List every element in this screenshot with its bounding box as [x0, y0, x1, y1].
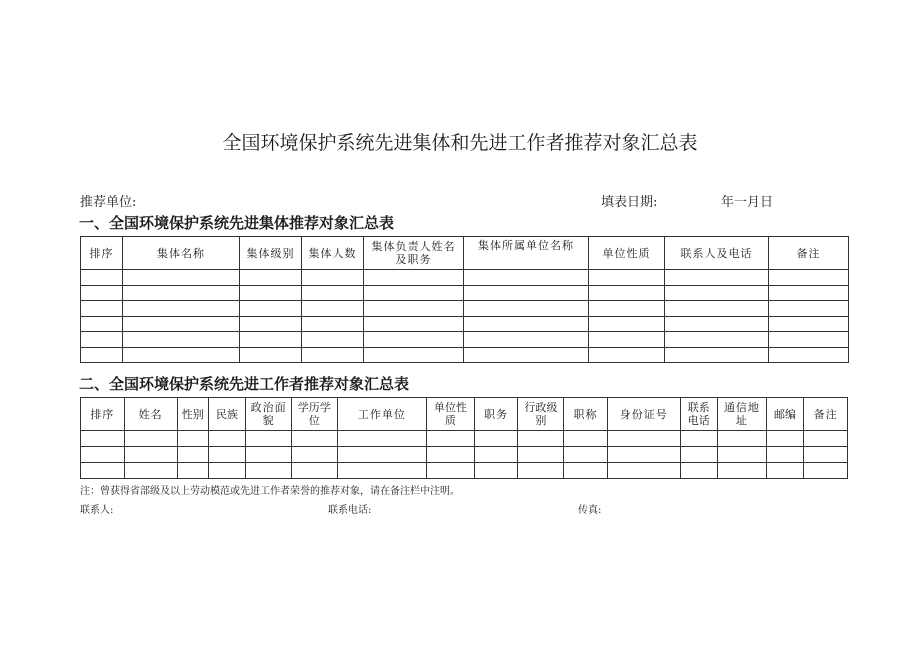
- collective-table-cell[interactable]: [302, 347, 364, 363]
- collective-table-cell[interactable]: [364, 270, 464, 286]
- collective-table-cell[interactable]: [364, 347, 464, 363]
- col-header: 排序: [81, 237, 123, 270]
- collective-table: [80, 236, 849, 363]
- collective-table-cell[interactable]: [302, 285, 364, 301]
- worker-table-cell[interactable]: [804, 463, 848, 479]
- fax-label: 传真:: [578, 505, 602, 516]
- worker-table-cell[interactable]: [680, 463, 717, 479]
- collective-table-row: [81, 285, 849, 301]
- collective-table-cell[interactable]: [464, 270, 589, 286]
- worker-table-cell[interactable]: [337, 447, 426, 463]
- collective-table-cell[interactable]: [81, 347, 123, 363]
- collective-table-cell[interactable]: [665, 332, 769, 348]
- col-header: 集体名称: [123, 237, 240, 270]
- worker-table-cell[interactable]: [246, 447, 292, 463]
- collective-table-cell[interactable]: [302, 270, 364, 286]
- col-header: 民族: [208, 398, 245, 431]
- worker-table-cell[interactable]: [208, 463, 245, 479]
- section1-heading: 一、全国环境保护系统先进集体推荐对象汇总表: [79, 214, 395, 232]
- col-header: 职务: [474, 398, 518, 431]
- contact-person-label: 联系人:: [80, 505, 114, 516]
- collective-table-row: [81, 316, 849, 332]
- worker-table-row: [81, 447, 848, 463]
- collective-table-cell[interactable]: [240, 285, 302, 301]
- collective-table-cell[interactable]: [364, 301, 464, 317]
- worker-table-header: [81, 398, 848, 431]
- col-header: 排序: [81, 398, 125, 431]
- worker-table-cell[interactable]: [81, 431, 125, 447]
- collective-table-cell[interactable]: [240, 316, 302, 332]
- collective-table-cell[interactable]: [464, 316, 589, 332]
- col-header: 行政级别: [518, 398, 564, 431]
- worker-table-cell[interactable]: [717, 463, 766, 479]
- col-header: 学历学位: [291, 398, 337, 431]
- worker-table-cell[interactable]: [804, 431, 848, 447]
- collective-table-cell[interactable]: [302, 332, 364, 348]
- worker-table-cell[interactable]: [208, 447, 245, 463]
- worker-table-cell[interactable]: [766, 447, 803, 463]
- collective-table-cell[interactable]: [81, 301, 123, 317]
- collective-table-cell[interactable]: [364, 316, 464, 332]
- collective-table-cell[interactable]: [769, 347, 849, 363]
- worker-table-cell[interactable]: [337, 431, 426, 447]
- collective-table-cell[interactable]: [240, 332, 302, 348]
- footnote: 注：曾获得省部级及以上劳动模范或先进工作者荣誉的推荐对象，请在备注栏中注明。: [80, 486, 460, 497]
- collective-table-header: [81, 237, 849, 270]
- worker-table-cell[interactable]: [564, 447, 608, 463]
- collective-table-cell[interactable]: [464, 285, 589, 301]
- worker-table-cell[interactable]: [291, 447, 337, 463]
- collective-table-cell[interactable]: [769, 270, 849, 286]
- col-header: 单位性质: [427, 398, 475, 431]
- collective-table-cell[interactable]: [665, 301, 769, 317]
- col-header: 集体级别: [240, 237, 302, 270]
- worker-table-cell[interactable]: [177, 431, 208, 447]
- collective-table-row: [81, 332, 849, 348]
- collective-table-cell[interactable]: [589, 332, 665, 348]
- worker-table-cell[interactable]: [291, 431, 337, 447]
- collective-table-row: [81, 270, 849, 286]
- worker-table-cell[interactable]: [177, 463, 208, 479]
- col-header: 联系人及电话: [665, 237, 769, 270]
- worker-table-row: [81, 431, 848, 447]
- col-header: 单位性质: [589, 237, 665, 270]
- collective-table-cell[interactable]: [123, 285, 240, 301]
- col-header: 邮编: [766, 398, 803, 431]
- collective-table-cell[interactable]: [302, 316, 364, 332]
- col-header: 通信地址: [717, 398, 766, 431]
- col-header: 备注: [804, 398, 848, 431]
- collective-table-cell[interactable]: [240, 347, 302, 363]
- collective-table-cell[interactable]: [81, 332, 123, 348]
- worker-table-cell[interactable]: [804, 447, 848, 463]
- worker-table-cell[interactable]: [427, 431, 475, 447]
- collective-table-cell[interactable]: [81, 285, 123, 301]
- collective-table-cell[interactable]: [589, 301, 665, 317]
- collective-table-cell[interactable]: [665, 316, 769, 332]
- collective-table-row: [81, 301, 849, 317]
- collective-table-cell[interactable]: [123, 301, 240, 317]
- fill-date-label: 填表日期:: [601, 195, 658, 210]
- col-header: 集体人数: [302, 237, 364, 270]
- collective-table-cell[interactable]: [123, 347, 240, 363]
- collective-table-cell[interactable]: [302, 301, 364, 317]
- worker-table-cell[interactable]: [518, 447, 564, 463]
- worker-table-row: [81, 463, 848, 479]
- col-header: 集体负责人姓名及职务: [364, 237, 464, 270]
- collective-table-cell[interactable]: [589, 285, 665, 301]
- worker-table-cell[interactable]: [474, 463, 518, 479]
- collective-table-cell[interactable]: [589, 316, 665, 332]
- worker-table: [80, 397, 848, 479]
- worker-table-cell[interactable]: [717, 431, 766, 447]
- worker-table-cell[interactable]: [246, 463, 292, 479]
- collective-table-cell[interactable]: [364, 285, 464, 301]
- worker-table-cell[interactable]: [717, 447, 766, 463]
- collective-table-cell[interactable]: [123, 270, 240, 286]
- recommend-unit-label: 推荐单位:: [80, 195, 137, 210]
- collective-table-row: [81, 347, 849, 363]
- collective-table-cell[interactable]: [589, 347, 665, 363]
- col-header: 工作单位: [337, 398, 426, 431]
- worker-table-cell[interactable]: [766, 431, 803, 447]
- worker-table-cell[interactable]: [607, 463, 680, 479]
- collective-table-cell[interactable]: [464, 347, 589, 363]
- worker-table-cell[interactable]: [177, 447, 208, 463]
- col-header: 备注: [769, 237, 849, 270]
- collective-table-cell[interactable]: [665, 270, 769, 286]
- col-header: 性别: [177, 398, 208, 431]
- worker-table-cell[interactable]: [474, 447, 518, 463]
- worker-table-cell[interactable]: [518, 431, 564, 447]
- collective-table-cell[interactable]: [464, 301, 589, 317]
- worker-table-cell[interactable]: [291, 463, 337, 479]
- worker-table-cell[interactable]: [81, 447, 125, 463]
- document-title: 全国环境保护系统先进集体和先进工作者推荐对象汇总表: [222, 132, 698, 154]
- worker-table-cell[interactable]: [680, 431, 717, 447]
- worker-table-cell[interactable]: [564, 431, 608, 447]
- worker-table-cell[interactable]: [766, 463, 803, 479]
- worker-table-cell[interactable]: [124, 447, 177, 463]
- collective-table-cell[interactable]: [589, 270, 665, 286]
- worker-table-cell[interactable]: [427, 447, 475, 463]
- worker-table-cell[interactable]: [518, 463, 564, 479]
- collective-table-cell[interactable]: [240, 270, 302, 286]
- col-header: 姓名: [124, 398, 177, 431]
- collective-table-cell[interactable]: [464, 332, 589, 348]
- collective-table-cell[interactable]: [769, 285, 849, 301]
- collective-table-cell[interactable]: [769, 301, 849, 317]
- col-header: 集体所属单位名称: [464, 237, 589, 270]
- collective-table-cell[interactable]: [240, 301, 302, 317]
- collective-table-cell[interactable]: [769, 316, 849, 332]
- date-format-text: 年一月日: [721, 195, 774, 210]
- section2-heading: 二、全国环境保护系统先进工作者推荐对象汇总表: [79, 375, 410, 393]
- worker-table-cell[interactable]: [607, 447, 680, 463]
- col-header: 联系电话: [680, 398, 717, 431]
- collective-table-cell[interactable]: [123, 316, 240, 332]
- worker-table-cell[interactable]: [474, 431, 518, 447]
- collective-table-cell[interactable]: [665, 347, 769, 363]
- collective-table-cell[interactable]: [665, 285, 769, 301]
- worker-table-cell[interactable]: [607, 431, 680, 447]
- worker-table-cell[interactable]: [81, 463, 125, 479]
- worker-table-cell[interactable]: [337, 463, 426, 479]
- worker-table-cell[interactable]: [246, 431, 292, 447]
- worker-table-cell[interactable]: [124, 463, 177, 479]
- contact-phone-label: 联系电话:: [328, 505, 372, 516]
- worker-table-cell[interactable]: [208, 431, 245, 447]
- collective-table-cell[interactable]: [364, 332, 464, 348]
- worker-table-cell[interactable]: [564, 463, 608, 479]
- col-header: 身份证号: [607, 398, 680, 431]
- collective-table-cell[interactable]: [81, 270, 123, 286]
- collective-table-cell[interactable]: [123, 332, 240, 348]
- col-header: 职称: [564, 398, 608, 431]
- col-header: 政治面貌: [246, 398, 292, 431]
- worker-table-cell[interactable]: [427, 463, 475, 479]
- worker-table-cell[interactable]: [680, 447, 717, 463]
- worker-table-cell[interactable]: [124, 431, 177, 447]
- collective-table-cell[interactable]: [81, 316, 123, 332]
- collective-table-cell[interactable]: [769, 332, 849, 348]
